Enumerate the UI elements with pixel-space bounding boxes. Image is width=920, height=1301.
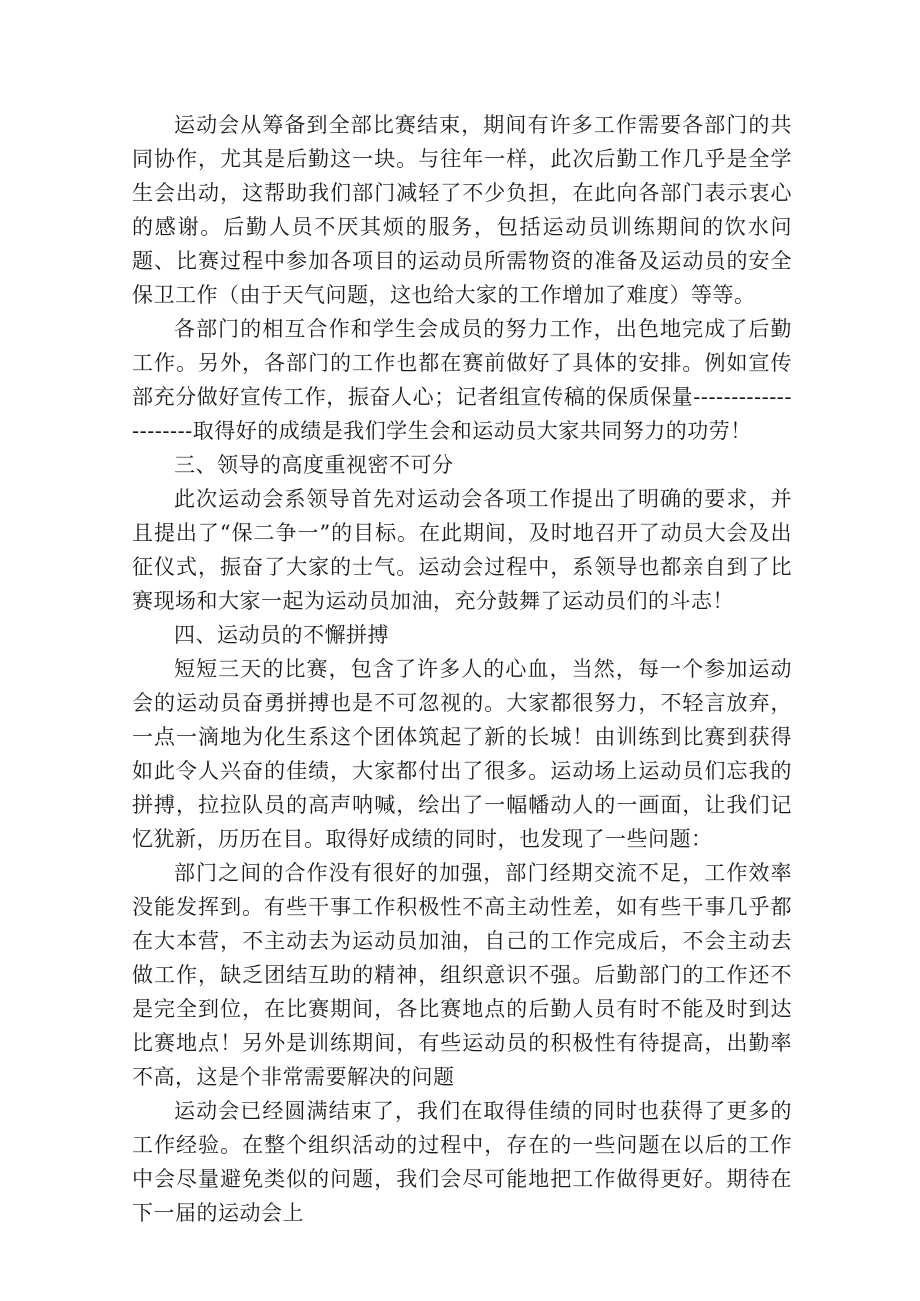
section-heading-leadership: 三、领导的高度重视密不可分 bbox=[174, 453, 454, 477]
paragraph-conclusion: 运动会已经圆满结束了，我们在取得佳绩的同时也获得了更多的工作经验。在整个组织活动的过程中，存在的一些问题在以后的工作中会尽量避免类似的问题，我们会尽可能地把工作做得更好。期待在下一届的运动会上 bbox=[132, 1099, 792, 1225]
document-body bbox=[132, 108, 792, 1230]
paragraph-athletes: 短短三天的比赛，包含了许多人的心血，当然，每一个参加运动会的运动员奋勇拼搏也是不可忽视的。大家都很努力，不轻言放弃，一点一滴地为化生系这个团体筑起了新的长城！由训练到比赛到获得如此令人兴奋的佳绩，大家都付出了很多。运动场上运动员们忘我的拼搏，拉拉队员的高声呐喊，绘出了一幅幡动人的一画面，让我们记忆犹新，历历在目。取得好成绩的同时，也发现了一些问题： bbox=[132, 657, 792, 851]
paragraph-problems: 部门之间的合作没有很好的加强，部门经期交流不足，工作效率没能发挥到。有些干事工作积极性不高主动性差，如有些干事几乎都在大本营，不主动去为运动员加油，自己的工作完成后，不会主动去做工作，缺乏团结互助的精神，组织意识不强。后勤部门的工作还不是完全到位，在比赛期间，各比赛地点的后勤人员有时不能及时到达比赛地点！另外是训练期间，有些运动员的积极性有待提高，出勤率不高，这是个非常需要解决的问题 bbox=[132, 861, 792, 1089]
paragraph-logistics-cooperation: 运动会从筹备到全部比赛结束，期间有许多工作需要各部门的共同协作，尤其是后勤这一块。与往年一样，此次后勤工作几乎是全学生会出动，这帮助我们部门减轻了不少负担，在此向各部门表示衷心的感谢。后勤人员不厌其烦的服务，包括运动员训练期间的饮水问题、比赛过程中参加各项目的运动员所需物资的准备及运动员的安全保卫工作（由于天气问题，这也给大家的工作增加了难度）等等。 bbox=[132, 113, 792, 307]
paragraph-leadership: 此次运动会系领导首先对运动会各项工作提出了明确的要求，并且提出了“保二争一”的目标。在此期间，及时地召开了动员大会及出征仪式，振奋了大家的士气。运动会过程中，系领导也都亲自到了比赛现场和大家一起为运动员加油，充分鼓舞了运动员们的斗志！ bbox=[132, 487, 792, 613]
paragraph-department-work: 各部门的相互合作和学生会成员的努力工作，出色地完成了后勤工作。另外，各部门的工作也都在赛前做好了具体的安排。例如宣传部充分做好宣传工作，振奋人心；记者组宣传稿的保质保量---------------------取得好的成绩是我们学生会和运动员大家共同努力的功劳！ bbox=[132, 317, 792, 443]
section-heading-athletes: 四、运动员的不懈拼搏 bbox=[174, 623, 389, 647]
